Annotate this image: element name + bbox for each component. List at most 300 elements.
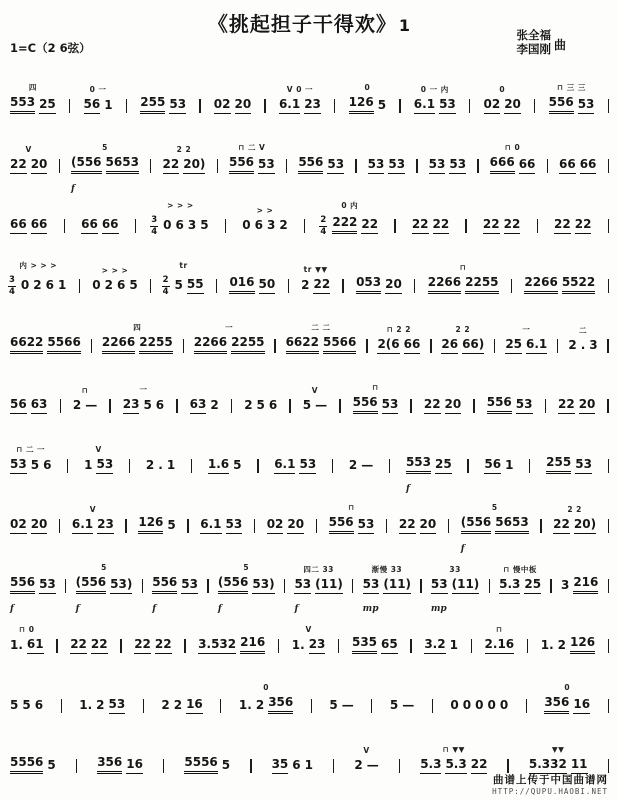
note-row (351, 396, 401, 420)
barline (286, 159, 287, 173)
ornament-marks (203, 386, 206, 395)
note-group: 35 (272, 758, 289, 774)
barline (420, 579, 421, 593)
note-group: 02 (214, 98, 231, 114)
ornament-marks (101, 686, 104, 695)
barline (59, 159, 60, 173)
note-group: 63 (31, 398, 48, 414)
note-group: 53 (181, 578, 198, 594)
note-group: 5 (302, 398, 312, 413)
measure: 5 (556 5653 f (70, 143, 139, 194)
note-row (82, 98, 115, 120)
barline (225, 219, 226, 233)
note-row (422, 638, 460, 660)
note-row (354, 276, 404, 300)
note-group: 66) (462, 338, 484, 354)
ornament-marks (98, 206, 101, 215)
note-group: 3 (267, 218, 276, 233)
barline (61, 699, 62, 713)
barline (607, 339, 608, 353)
composer-role: 曲 (553, 37, 566, 52)
time-signature-denominator: 4 (151, 226, 158, 237)
measure (354, 264, 404, 300)
score-system-2 (8, 120, 610, 194)
ornament-marks: 5 (101, 563, 107, 573)
note-row (272, 458, 318, 480)
note-group: 53 (363, 578, 380, 594)
note-group: 6 (116, 278, 126, 293)
note-group: 2 (557, 638, 566, 653)
ornament-marks (27, 506, 30, 515)
note-row (366, 158, 407, 180)
measure (483, 626, 517, 660)
note-group: 20 (31, 158, 48, 174)
ornament-marks (180, 686, 183, 695)
barline (529, 459, 530, 473)
ornament-marks: 2 2 (567, 505, 582, 515)
note-row (212, 98, 253, 120)
note-group: 23 (97, 518, 114, 534)
measure: 33 53 (11) mp (430, 565, 480, 614)
note-row (497, 578, 543, 600)
note-group: 1 (304, 758, 313, 773)
measure (418, 746, 489, 780)
time-signature-numerator: 2 (320, 215, 327, 225)
ornament-marks (429, 206, 432, 215)
note-row (412, 98, 458, 120)
note-row (427, 158, 468, 180)
note-row (77, 698, 127, 720)
ornament-marks: ⊓ 2 2 (386, 325, 411, 335)
ornament-marks: > > > (101, 266, 129, 276)
note-group: 2 (96, 698, 105, 713)
note-group: 5 (167, 518, 176, 533)
barline (150, 279, 151, 293)
barline (389, 459, 390, 473)
time-signature (162, 276, 170, 296)
note-group: 20 (287, 518, 304, 534)
note-group: 22 (424, 398, 441, 414)
ornament-marks (441, 386, 444, 395)
measure (277, 86, 323, 120)
barline (547, 159, 548, 173)
note-group: 553 (10, 96, 35, 114)
barline (274, 339, 275, 353)
note-group: 02 (10, 518, 27, 534)
note-group: 016 (229, 276, 254, 294)
note-group: 1. (291, 638, 305, 653)
note-group: 5 (22, 698, 31, 713)
measure (410, 206, 451, 240)
ornament-marks: ⊓ (348, 503, 355, 513)
note-group: 66 (81, 218, 98, 234)
note-group: 56 (84, 98, 101, 114)
note-group: 02 (484, 98, 501, 114)
measure (132, 626, 173, 660)
ornament-marks (259, 387, 262, 396)
barline (416, 159, 417, 173)
note-row (270, 758, 315, 780)
barline (109, 399, 110, 413)
barline (430, 339, 431, 353)
note-group: 55 (187, 278, 204, 294)
note-group: 22 (433, 218, 450, 234)
footer-site-name: 曲谱上传于中国曲谱网 (493, 774, 608, 786)
note-group: 22 (412, 218, 429, 234)
measure (284, 324, 359, 360)
note-group: 6622 (286, 336, 319, 354)
note-group: (556 (71, 156, 102, 174)
page-title: 《挑起担子干得欢》 (207, 12, 397, 36)
ornament-marks (294, 446, 297, 455)
note-group: 5522 (562, 276, 595, 294)
barline (608, 219, 609, 233)
ornament-marks: 0 一 (89, 85, 107, 95)
note-group: 5 (329, 698, 338, 713)
note-group: 20 (579, 398, 596, 414)
measure (8, 324, 83, 360)
key-signature: 1=C（2 6弦） (10, 41, 91, 55)
note-row (404, 456, 454, 480)
note-row (557, 158, 598, 180)
measure (8, 446, 53, 480)
barline (511, 279, 512, 293)
note-group: 6.1 (274, 458, 295, 474)
score-system-3 (8, 180, 610, 240)
measure (150, 202, 210, 240)
note-group: 666 (490, 156, 515, 174)
note-group: 5566 (323, 336, 356, 354)
measure (159, 686, 204, 720)
note-row (292, 578, 344, 600)
note-group: 0 (462, 698, 472, 713)
note-group: 22 (558, 398, 575, 414)
note-group: 5 (377, 98, 387, 113)
ornament-marks: 5 (491, 503, 498, 513)
note-group: 53 (431, 578, 448, 594)
note-row (552, 218, 593, 240)
barline (394, 219, 395, 233)
note-row (192, 336, 267, 360)
note-row (284, 336, 359, 360)
note-group: 3 (589, 338, 598, 353)
note-group: 255 (140, 96, 165, 114)
time-signature-denominator: 4 (9, 286, 15, 297)
note-group: 3.532 (198, 638, 236, 654)
barline (410, 399, 411, 413)
note-group: 1. (540, 638, 554, 653)
note-group: 22 (553, 518, 570, 534)
barline (448, 519, 449, 533)
note-group: 66 (10, 218, 27, 234)
barline (489, 579, 490, 593)
note-row (439, 338, 486, 360)
note-group: . (580, 338, 586, 353)
barline (304, 219, 305, 233)
barline (184, 639, 185, 653)
note-row (182, 756, 232, 780)
note-row (132, 638, 173, 660)
measure (237, 684, 295, 720)
note-group: 5 (221, 758, 231, 773)
note-group: 50 (259, 278, 276, 294)
barline (289, 399, 290, 413)
note-group: 1.6 (208, 458, 229, 474)
measure (327, 504, 377, 540)
measure (482, 86, 523, 120)
note-row (8, 638, 46, 660)
note-group: — (85, 398, 98, 413)
measure (375, 326, 422, 360)
note-row (559, 576, 600, 600)
barline (217, 159, 218, 173)
note-group: 222 (332, 216, 357, 234)
ornament-marks: 0 (499, 85, 506, 95)
note-group: 0 (487, 698, 496, 713)
barline (207, 579, 208, 593)
ornament-marks: ⊓ (81, 386, 89, 396)
note-group: 66 (31, 218, 48, 234)
note-group: 5556 (10, 756, 43, 774)
ornament-marks: V (363, 746, 370, 756)
ornament-marks: ⊓ 三 三 (557, 83, 586, 93)
measure: 5 (556 53) f (75, 563, 133, 614)
barline (278, 639, 279, 653)
note-row (375, 338, 422, 360)
ornament-marks: V (305, 625, 312, 635)
barline (339, 399, 340, 413)
barline (231, 399, 232, 413)
barline (250, 759, 251, 773)
note-row (74, 576, 135, 600)
note-row (240, 219, 289, 240)
ornament-marks: 2 2 (455, 325, 471, 335)
note-row (388, 699, 416, 720)
measure (71, 387, 99, 420)
note-group: 53 (382, 398, 399, 414)
ornament-marks (385, 146, 388, 155)
measure (265, 506, 306, 540)
ornament-marks: > > (256, 206, 274, 216)
note-row (150, 576, 200, 600)
barline (410, 639, 411, 653)
ornament-marks (500, 206, 503, 215)
note-row (459, 516, 531, 540)
note-group: 556 (549, 96, 574, 114)
measure: 5 (556 53) f (217, 563, 275, 614)
note-group: 22 (313, 278, 330, 294)
measure (351, 384, 401, 420)
barline (550, 579, 551, 593)
note-group: 5.332 (529, 758, 567, 774)
measure (227, 264, 277, 300)
measure (488, 144, 538, 180)
ornament-marks: 0 内 (341, 201, 359, 210)
ornament-marks: 2 2 (176, 145, 192, 155)
note-group: 25 (435, 458, 452, 474)
barline (79, 279, 80, 293)
barline (183, 339, 184, 353)
barline (467, 459, 468, 473)
note-row (542, 696, 592, 720)
measure (138, 84, 188, 120)
ornament-marks (440, 626, 443, 635)
note-group: 1 (166, 458, 176, 473)
barline (471, 639, 472, 653)
barline (216, 279, 217, 293)
barline (507, 759, 508, 773)
note-group: 22 (399, 518, 416, 534)
measure (206, 446, 244, 480)
ornament-marks (576, 146, 579, 155)
note-group: 2 (255, 698, 265, 713)
measure (350, 624, 400, 660)
measure (82, 446, 115, 480)
note-row (481, 218, 522, 240)
barline (163, 759, 164, 773)
measure (8, 262, 68, 300)
ornament-marks (155, 504, 158, 513)
note-row (301, 399, 329, 420)
note-group: (11) (383, 578, 411, 594)
note-group: 66 (559, 158, 576, 174)
note-row (566, 339, 599, 360)
measure (8, 206, 49, 240)
measure (198, 506, 244, 540)
note-group: 2 (145, 458, 155, 473)
note-row (150, 214, 210, 240)
note-group: 26 (441, 338, 458, 354)
note-group: 56 (484, 458, 501, 474)
ornament-marks: V (95, 445, 102, 455)
note-row (242, 399, 279, 420)
ornament-marks (174, 564, 177, 573)
note-row (429, 578, 481, 600)
note-row (68, 638, 109, 660)
page-title-number: 1 (398, 16, 411, 35)
note-group: 53 (226, 518, 243, 534)
note-group: 53 (10, 458, 27, 474)
time-signature-denominator: 4 (320, 226, 327, 237)
note-group: 20 (504, 98, 521, 114)
barline (333, 759, 334, 773)
note-group: 22 (361, 218, 378, 234)
note-group: 0 (499, 698, 509, 713)
note-group: 53) (252, 578, 274, 594)
note-group: 20 (235, 98, 252, 114)
ornament-marks (575, 386, 578, 395)
note-group: 556 (10, 576, 35, 594)
ornament-marks (27, 206, 30, 215)
measure (556, 386, 597, 420)
ornament-marks: ⊓ 二 一 (16, 445, 46, 455)
note-group: 1 (84, 458, 93, 473)
measure (296, 144, 346, 180)
ornament-marks (446, 146, 449, 155)
note-group: 2 (161, 698, 170, 713)
note-group: 66 (404, 338, 421, 354)
ornament-marks (566, 624, 569, 633)
barline (540, 519, 541, 533)
barline (56, 639, 57, 653)
note-row (361, 578, 413, 600)
barline (473, 399, 474, 413)
note-group: 02 (267, 518, 284, 534)
barline (545, 399, 546, 413)
note-group: 53 (169, 98, 186, 114)
barline (199, 99, 200, 113)
note-row (551, 518, 598, 540)
measure (70, 506, 116, 540)
note-row (547, 96, 597, 120)
note-row (299, 278, 332, 300)
measure (77, 686, 127, 720)
measure: 556 53 f (150, 564, 200, 600)
measure (162, 262, 206, 300)
note-row (426, 276, 501, 300)
barline (60, 399, 61, 413)
ornament-marks (571, 206, 574, 215)
note-row (319, 214, 380, 240)
time-signature-numerator: 2 (162, 275, 169, 285)
note-row (227, 156, 277, 180)
barline (311, 699, 312, 713)
note-group: 553 (406, 456, 431, 474)
note-group: 5.3 (499, 578, 520, 594)
note-group: (11) (452, 578, 480, 594)
barline (176, 399, 177, 413)
barline (76, 759, 77, 773)
time-signature (8, 276, 16, 296)
measure (503, 326, 549, 360)
composer-name-1: 张全福 (516, 28, 551, 42)
note-group: 22 (134, 638, 151, 654)
note-row (485, 396, 535, 420)
measure (544, 444, 594, 480)
note-group: 1. (238, 698, 252, 713)
note-row (136, 516, 177, 540)
measure (95, 744, 145, 780)
measure (522, 264, 597, 300)
barline (264, 99, 265, 113)
note-row (8, 274, 68, 300)
note-row (161, 158, 208, 180)
note-row (8, 158, 49, 180)
measure (482, 446, 515, 480)
note-group: 2 (348, 458, 358, 473)
note-row (347, 96, 388, 120)
note-row (350, 636, 400, 660)
ornament-marks (231, 86, 234, 95)
note-row (90, 279, 139, 300)
barline (557, 339, 558, 353)
note-group: 6.1 (414, 98, 435, 114)
measure (497, 566, 543, 600)
note-group: 20 (31, 518, 48, 534)
note-group: 3.2 (424, 638, 445, 654)
note-group: 22 (575, 218, 592, 234)
barline (537, 219, 538, 233)
ornament-marks: ⊓ 二 V (238, 143, 266, 153)
note-group: 556 (353, 396, 378, 414)
note-group: 126 (349, 96, 374, 114)
score-system-11 (8, 660, 610, 720)
ornament-marks: tr ▼▼ (303, 265, 328, 275)
measure (422, 626, 460, 660)
measure: 四二 33 53 (11) f (294, 565, 343, 614)
note-row (327, 516, 377, 540)
barline (64, 219, 65, 233)
